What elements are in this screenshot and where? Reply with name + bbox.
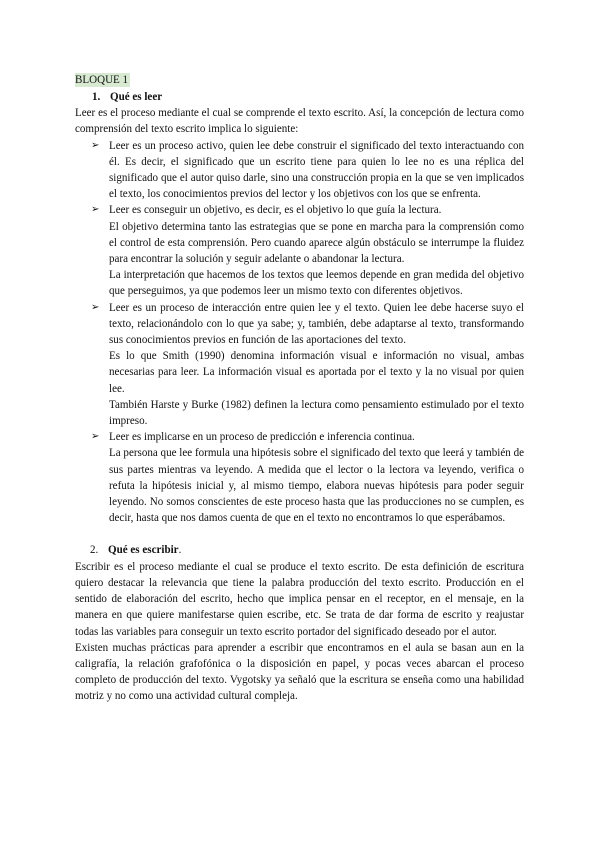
section-2-number: 2. xyxy=(90,544,99,557)
bullet-text: Leer es implicarse en un proceso de predicción e inferencia continua. xyxy=(109,431,415,444)
section-2-paragraph: Escribir es el proceso mediante el cual se produce el texto escrito. De esta definición de escritura quiero destacar la relevancia que tiene la palabra producción del texto escrito. Producción en el sentido de elaboración del escrito, hecho que implica pensar en el receptor, en el mensaje, en la manera en que quiere manifestarse quien escribe, etc. Se trata de dar forma de escrito y reajustar todas las variables para conseguir un texto escrito portador del significado deseado por el autor. xyxy=(75,560,524,638)
bullet-text: Leer es un proceso activo, quien lee debe construir el significado del texto interactuando con él. Es decir, el significado que un escrito tiene para quien lo lee no es una réplica del significado que el autor quiso darle, sino una construcción propia en la que se ven implicados el texto, los conocimientos previos del lector y los objetivos con los que se enfrenta. xyxy=(109,139,524,201)
bullet-paragraph: El objetivo determina tanto las estrategias que se pone en marcha para la comprensión como el control de esta comprensión. Pero cuando aparece algún obstáculo se interrumpe la fluidez para encontrar la solución y seguir adelante o abandonar la lectura. xyxy=(109,220,524,266)
bullet-text: Leer es un proceso de interacción entre quien lee y el texto. Quien lee debe hacerse suyo el texto, relacionándolo con lo que ya sabe; y, también, debe adaptarse al texto, transformando sus conocimientos previos en función de las aportaciones del texto. xyxy=(109,301,524,347)
bullet-item xyxy=(75,202,524,299)
section-1-intro: Leer es el proceso mediante el cual se comprende el texto escrito. Así, la concepción de lectura como comprensión del texto escrito implica lo siguiente: xyxy=(75,107,524,136)
section-1-title: Qué es leer xyxy=(110,91,163,103)
arrow-bullet-icon: ➢ xyxy=(91,139,100,151)
section-1-heading xyxy=(92,89,524,105)
bullet-text: Leer es conseguir un objetivo, es decir, es el objetivo lo que guía la lectura. xyxy=(109,204,442,217)
arrow-bullet-icon: ➢ xyxy=(91,204,100,216)
arrow-bullet-icon: ➢ xyxy=(91,431,100,443)
arrow-bullet-icon: ➢ xyxy=(91,301,100,313)
section-1-number: 1. xyxy=(92,91,101,103)
section-2-title-suffix: . xyxy=(178,544,182,557)
section-2-title: Qué es escribir xyxy=(108,544,179,557)
bullet-paragraph: Es lo que Smith (1990) denomina información visual e información no visual, ambas necesarias para leer. La información visual es aportada por el texto y la no visual por quien lee. xyxy=(109,350,524,395)
section-2-paragraph: Existen muchas prácticas para aprender a escribir que encontramos en el aula se basan aun en la caligrafía, la relación grafofónica o la disposición en papel, y pocas veces abarcan el proceso completo de producción del texto. Vygotsky ya señaló que la escritura se enseña como una habilidad motriz y no como una actividad cultural compleja. xyxy=(75,641,524,703)
section-1-bullet-list xyxy=(75,138,524,527)
bullet-item xyxy=(75,138,524,203)
bullet-item xyxy=(75,429,524,526)
bullet-item xyxy=(75,300,524,430)
bullet-paragraph: También Harste y Burke (1982) definen la lectura como pensamiento estimulado por el texto impreso. xyxy=(109,398,524,428)
bullet-paragraph: La interpretación que hacemos de los textos que leemos depende en gran medida del objetivo que perseguimos, ya que podemos leer un mismo texto con diferentes objetivos. xyxy=(109,269,524,298)
block-label: BLOQUE 1 xyxy=(75,74,129,86)
spacer xyxy=(75,526,524,542)
section-2-heading xyxy=(90,542,524,558)
bullet-paragraph: La persona que lee formula una hipótesis sobre el significado del texto que leerá y también de sus partes mientras va leyendo. A medida que el lector o la lectora va leyendo, verifica o refuta la hipótesis inicial y, al mismo tiempo, elabora nuevas hipótesis para poder seguir leyendo. No somos conscientes de este proceso hasta que las producciones no se cumplen, es decir, hasta que nos damos cuenta de que en el texto no encontramos lo que esperábamos. xyxy=(109,447,524,525)
